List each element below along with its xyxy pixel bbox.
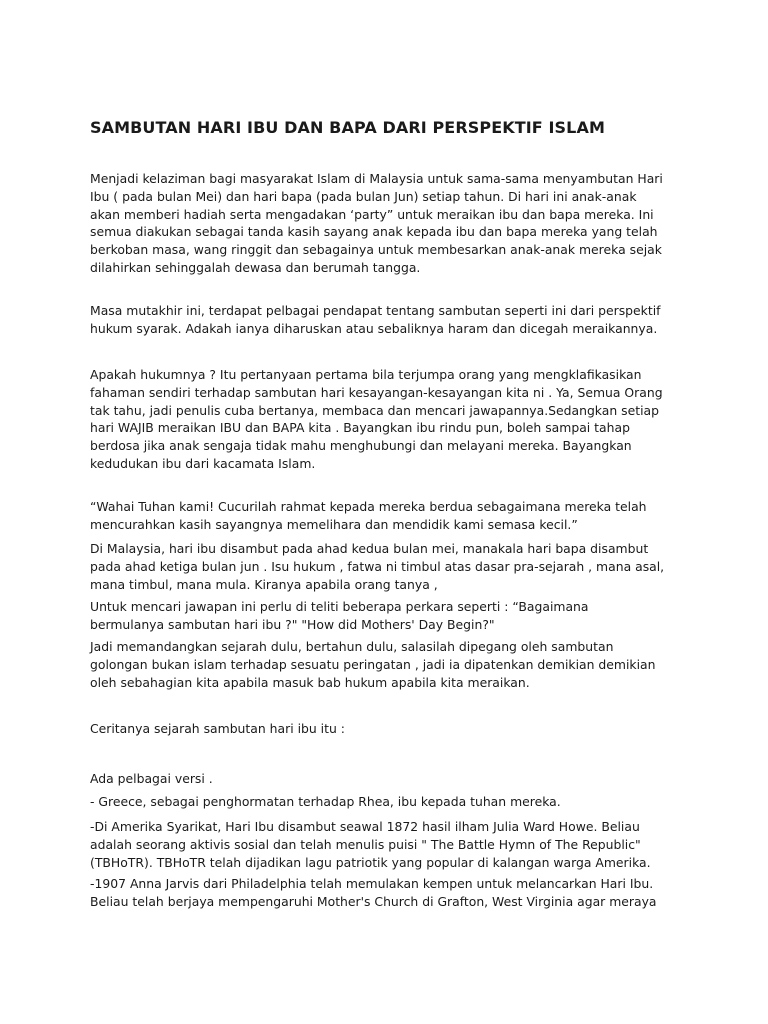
document-title: SAMBUTAN HARI IBU DAN BAPA DARI PERSPEKTIF ISLAM (90, 118, 605, 137)
list-item-anna-jarvis: -1907 Anna Jarvis dari Philadelphia telah memulakan kempen untuk melancarkan Hari Ibu. Beliau telah berjaya mempengaruhi Mother's Church di Grafton, West Virginia agar meraya (90, 876, 657, 909)
paragraph-opinions: Masa mutakhir ini, terdapat pelbagai pendapat tentang sambutan seperti ini dari perspektif hukum syarak. Adakah ianya diharuskan atau sebaliknya haram dan dicegah meraikannya. (90, 303, 661, 336)
paragraph-history-note: Jadi memandangkan sejarah dulu, bertahun dulu, salasilah dipegang oleh sambutan golongan bukan islam terhadap sesuatu peringatan , jadi ia dipatenkan demikian demikian oleh sebahagian kita apabila masuk bab hukum apabila kita meraikan. (90, 639, 656, 690)
paragraph-ruling-question: Apakah hukumnya ? Itu pertanyaan pertama bila terjumpa orang yang mengklafikasikan fahaman sendiri terhadap sambutan hari kesayangan-kesayangan kita ni . Ya, Semua Orang tak tahu, jadi penulis cuba bertanya, membaca dan mencari jawapannya.Sedangkan setiap hari WAJIB meraikan IBU dan BAPA kita . Bayangkan ibu rindu pun, boleh sampai tahap berdosa jika anak sengaja tidak mahu menghubungi dan melayani mereka. Bayangkan kedudukan ibu dari kacamata Islam. (90, 367, 663, 471)
paragraph-history-heading: Ceritanya sejarah sambutan hari ibu itu : (90, 721, 345, 736)
paragraph-malaysia-dates: Di Malaysia, hari ibu disambut pada ahad kedua bulan mei, manakala hari bapa disambut pada ahad ketiga bulan jun . Isu hukum , fatwa ni timbul atas dasar pra-sejarah , mana asal, mana timbul, mana mula. Kiranya apabila orang tanya , (90, 541, 665, 592)
paragraph-prayer-quote: “Wahai Tuhan kami! Cucurilah rahmat kepada mereka berdua sebagaimana mereka telah mencurahkan kasih sayangnya memelihara dan mendidik kami semasa kecil.” (90, 499, 647, 532)
paragraph-intro: Menjadi kelaziman bagi masyarakat Islam di Malaysia untuk sama-sama menyambutan Hari Ibu ( pada bulan Mei) dan hari bapa (pada bulan Jun) setiap tahun. Di hari ini anak-anak akan memberi hadiah serta mengadakan ‘party” untuk meraikan ibu dan bapa mereka. Ini semua diakukan sebagai tanda kasih sayang anak kepada ibu dan bapa mereka yang telah berkoban masa, wang ringgit dan sebagainya untuk membesarkan anak-anak mereka sejak dilahirkan sehinggalah dewasa dan berumah tangga. (90, 171, 663, 275)
document-page (90, 0, 690, 1024)
list-item-greece: - Greece, sebagai penghormatan terhadap Rhea, ibu kepada tuhan mereka. (90, 794, 561, 809)
paragraph-origin-question: Untuk mencari jawapan ini perlu di teliti beberapa perkara seperti : “Bagaimana bermulanya sambutan hari ibu ?" "How did Mothers' Day Begin?" (90, 599, 589, 632)
paragraph-versions: Ada pelbagai versi . (90, 771, 213, 786)
list-item-america: -Di Amerika Syarikat, Hari Ibu disambut seawal 1872 hasil ilham Julia Ward Howe. Beliau adalah seorang aktivis sosial dan telah menulis puisi " The Battle Hymn of The Republic" (TBHoTR). TBHoTR telah dijadikan lagu patriotik yang popular di kalangan warga Amerika. (90, 819, 651, 870)
